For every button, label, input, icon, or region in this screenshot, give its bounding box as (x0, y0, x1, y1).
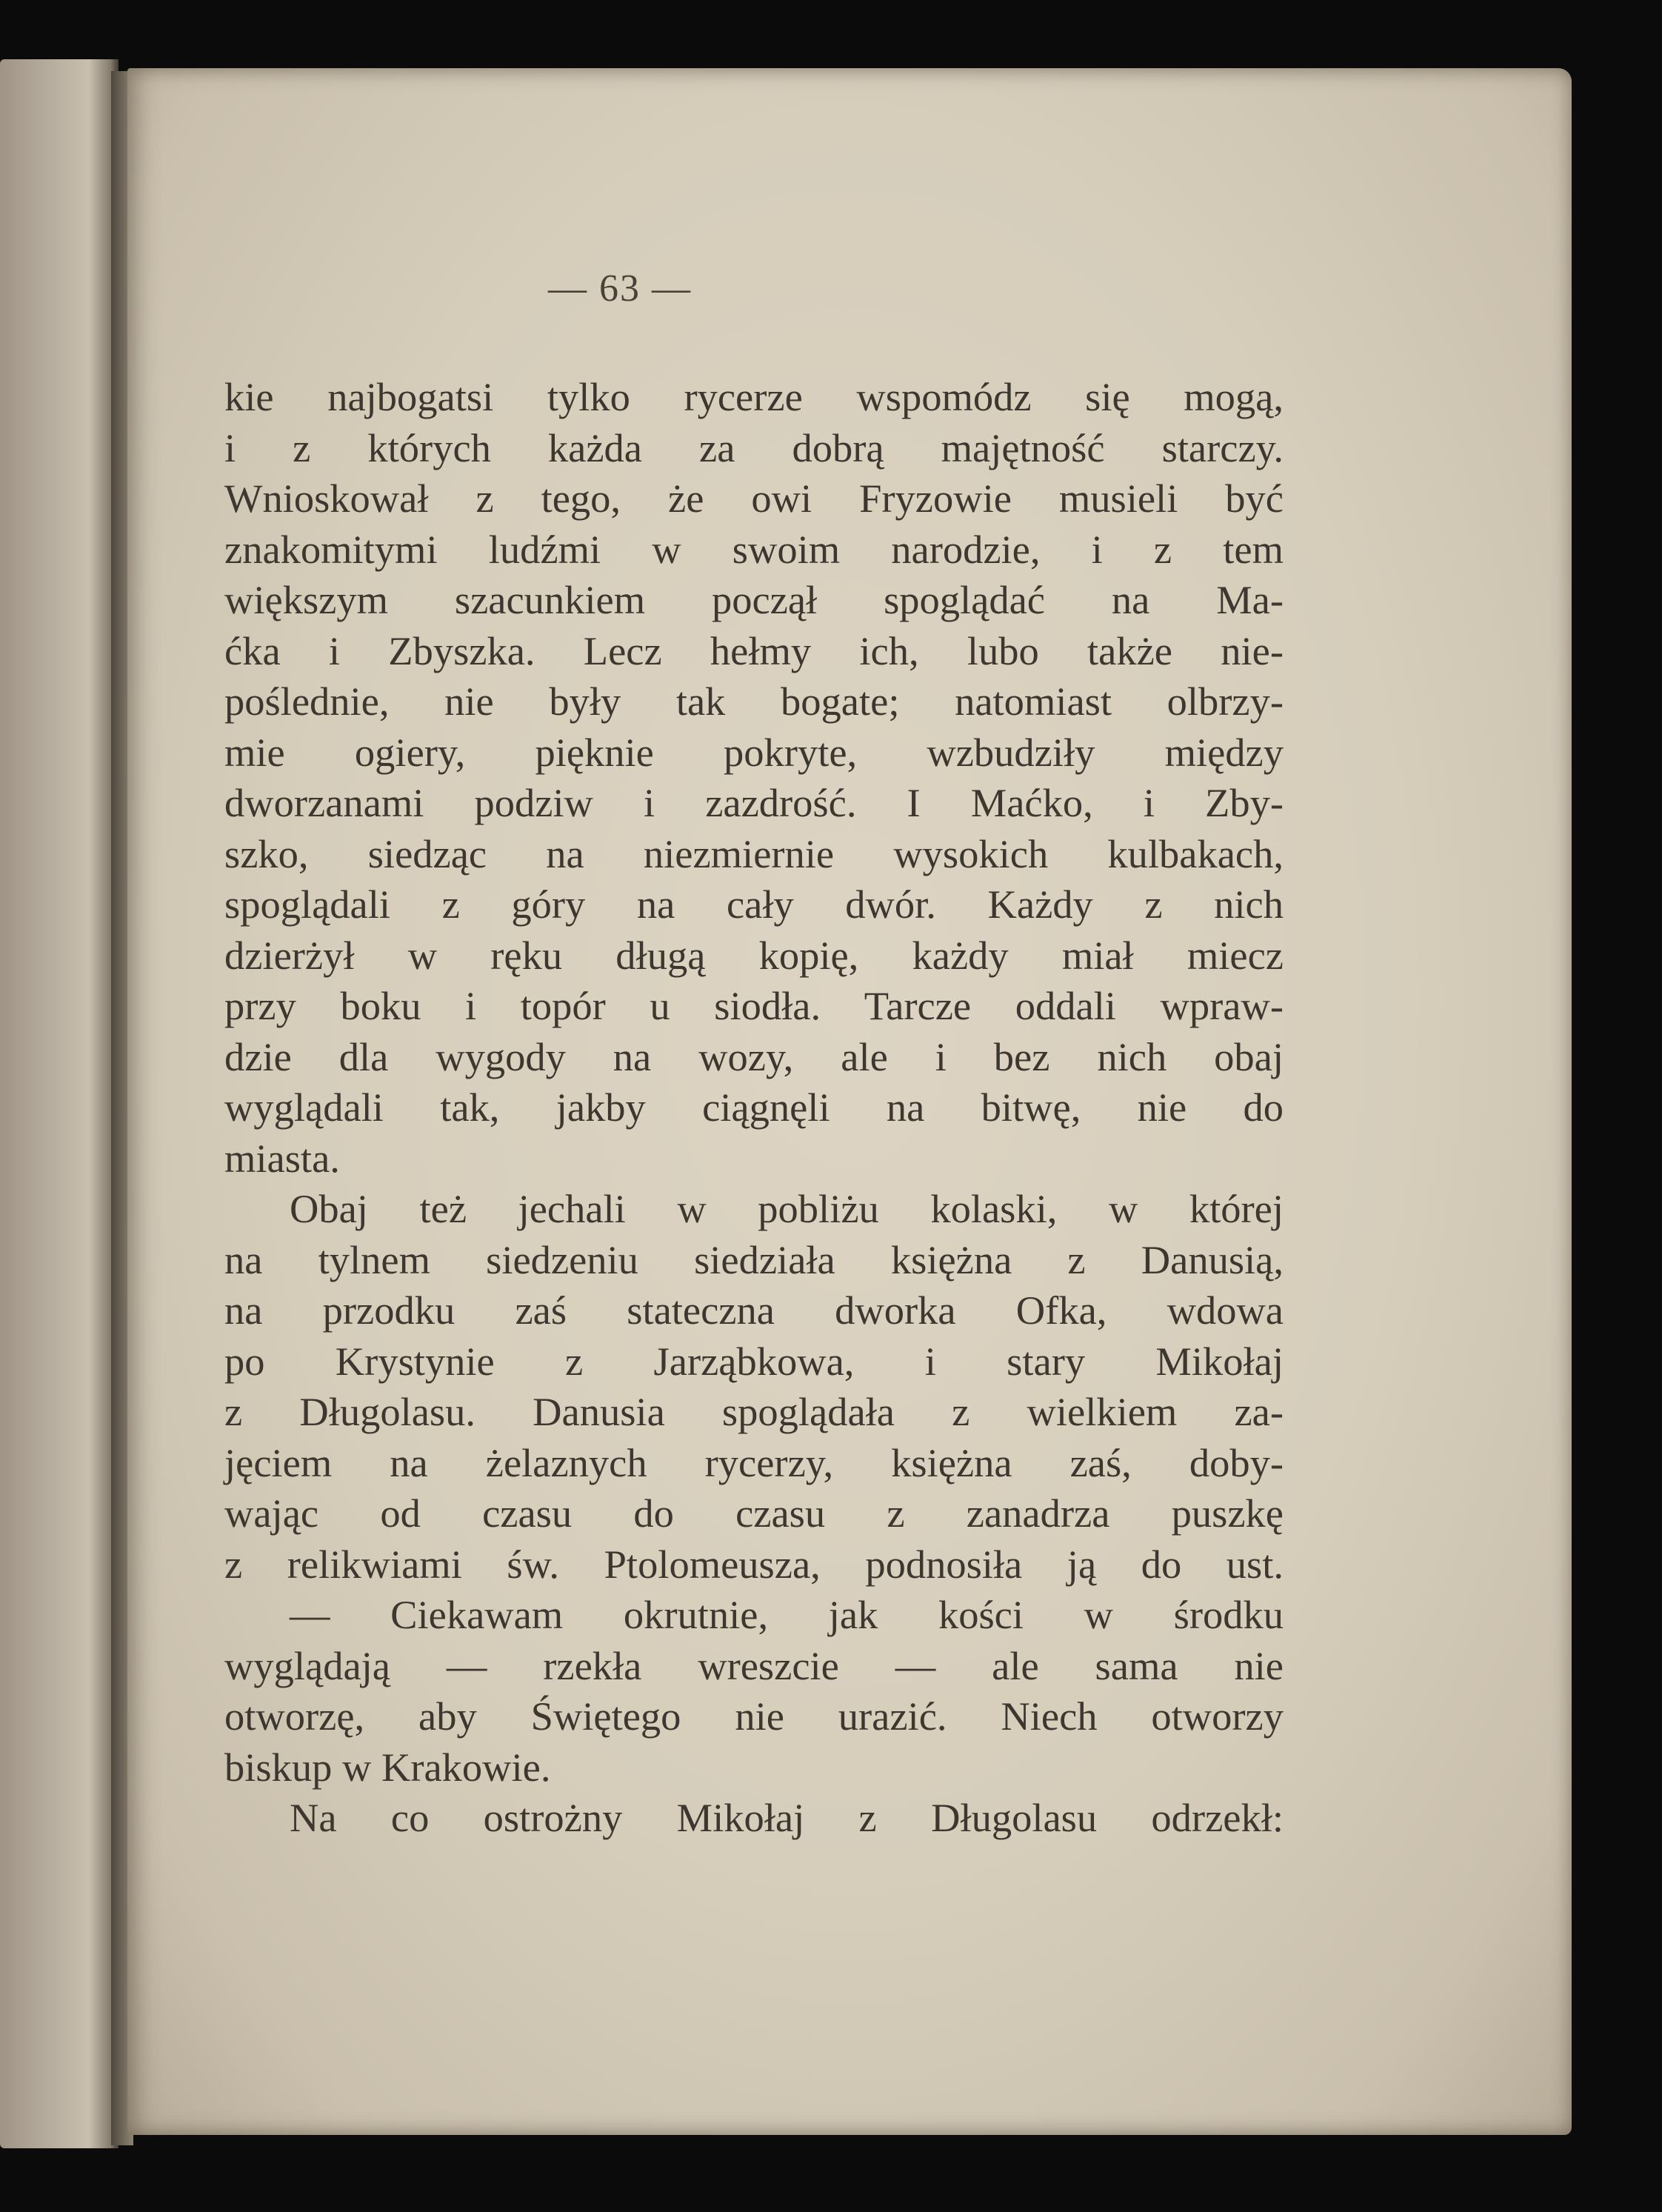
text-line: dzierżył w ręku długą kopię, każdy miał miecz (224, 932, 1284, 978)
text-line: ćka i Zbyszka. Lecz hełmy ich, lubo także nie- (224, 627, 1284, 673)
text-line: — Ciekawam okrutnie, jak kości w środku (290, 1592, 1284, 1637)
text-line: z relikwiami św. Ptolomeusza, podnosiła ją do ust. (224, 1541, 1284, 1587)
text-line: miasta. (224, 1135, 340, 1181)
text-line: na przodku zaś stateczna dworka Ofka, wdowa (224, 1287, 1284, 1333)
text-line: biskup w Krakowie. (224, 1744, 551, 1790)
text-line: wając od czasu do czasu z zanadrza puszkę (224, 1490, 1284, 1536)
text-line: wyglądali tak, jakby ciągnęli na bitwę, nie do (224, 1085, 1284, 1130)
text-line: otworzę, aby Świętego nie urazić. Niech otworzy (224, 1693, 1284, 1739)
text-line: większym szacunkiem począł spoglądać na Ma- (224, 577, 1284, 622)
text-line: przy boku i topór u siodła. Tarcze oddali wpraw- (224, 983, 1284, 1028)
text-line: wyglądają — rzekła wreszcie — ale sama nie (224, 1642, 1284, 1688)
text-line: mie ogiery, pięknie pokryte, wzbudziły między (224, 729, 1284, 775)
text-line: Wnioskował z tego, że owi Fryzowie musieli być (224, 476, 1284, 521)
page-text (224, 372, 1284, 1844)
text-line: Na co ostrożny Mikołaj z Długolasu odrzekł: (290, 1795, 1284, 1840)
text-line: dworzanami podziw i zazdrość. I Maćko, i Zby- (224, 780, 1284, 825)
text-line: poślednie, nie były tak bogate; natomiast olbrzy- (224, 679, 1284, 724)
text-line: dzie dla wygody na wozy, ale i bez nich obaj (224, 1033, 1284, 1079)
text-line: znakomitymi ludźmi w swoim narodzie, i z tem (224, 526, 1284, 572)
text-line: z Długolasu. Danusia spoglądała z wielkiem za- (224, 1389, 1284, 1434)
text-line: jęciem na żelaznych rycerzy, księżna zaś, doby- (224, 1439, 1284, 1485)
text-line: szko, siedząc na niezmiernie wysokich kulbakach, (224, 830, 1284, 876)
text-line: spoglądali z góry na cały dwór. Każdy z nich (224, 882, 1284, 927)
text-line: po Krystynie z Jarząbkowa, i stary Mikołaj (224, 1338, 1284, 1384)
text-line: kie najbogatsi tylko rycerze wspomódz się mogą, (224, 374, 1284, 419)
left-page-edge (0, 59, 119, 2148)
text-line: Obaj też jechali w pobliżu kolaski, w której (290, 1186, 1284, 1231)
page-number: — 63 — (548, 267, 692, 310)
book-page (127, 68, 1572, 2135)
text-line: i z których każda za dobrą majętność starczy. (224, 424, 1284, 470)
text-line: na tylnem siedzeniu siedziała księżna z Danusią, (224, 1236, 1284, 1282)
